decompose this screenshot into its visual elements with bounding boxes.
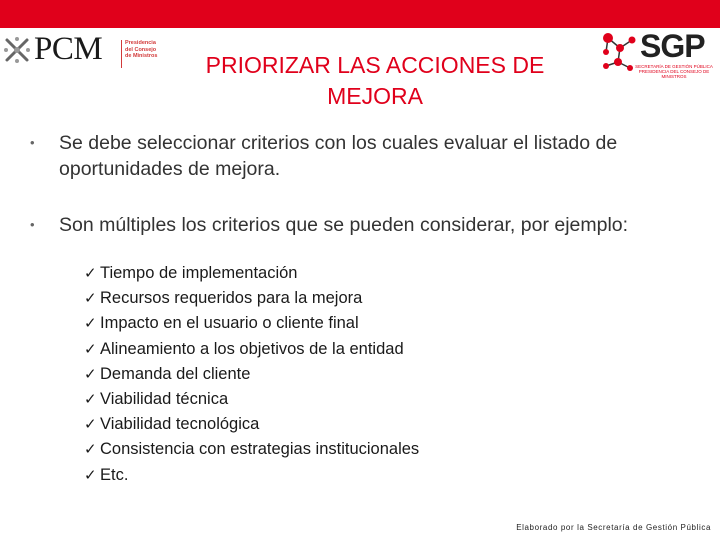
footer-credit: Elaborado por la Secretaría de Gestión Pública bbox=[516, 523, 711, 532]
criteria-item: ✓ Consistencia con estrategias institucionales bbox=[84, 437, 419, 462]
top-accent-bar bbox=[0, 0, 720, 28]
criteria-item: ✓ Etc. bbox=[84, 463, 419, 488]
criteria-item: ✓ Recursos requeridos para la mejora bbox=[84, 286, 419, 311]
bullet-dot-icon: • bbox=[30, 135, 35, 150]
criteria-item: ✓ Impacto en el usuario o cliente final bbox=[84, 311, 419, 336]
criteria-item: ✓ Tiempo de implementación bbox=[84, 261, 419, 286]
check-icon: ✓ bbox=[84, 391, 97, 409]
pcm-logo-subtitle: Presidencia del Consejo de Ministros bbox=[125, 40, 158, 59]
sgp-logo-text: SGP bbox=[640, 28, 705, 64]
criteria-item: ✓ Viabilidad tecnológica bbox=[84, 412, 419, 437]
page-title bbox=[160, 50, 590, 112]
criteria-list bbox=[84, 261, 419, 488]
page-title-line2: MEJORA bbox=[327, 83, 423, 109]
check-icon: ✓ bbox=[84, 416, 97, 434]
pcm-emblem-icon bbox=[2, 34, 32, 66]
bullet-text: Son múltiples los criterios que se pueden considerar, por ejemplo: bbox=[59, 214, 629, 236]
pcm-logo bbox=[2, 31, 162, 70]
criteria-item: ✓ Viabilidad técnica bbox=[84, 387, 419, 412]
pcm-logo-divider bbox=[121, 40, 122, 68]
check-icon: ✓ bbox=[84, 340, 97, 358]
bullet-dot-icon: • bbox=[30, 217, 35, 232]
pcm-logo-text: PCM bbox=[34, 31, 103, 67]
bullet-item bbox=[30, 212, 672, 238]
bullet-item bbox=[30, 130, 672, 182]
sgp-logo bbox=[600, 30, 718, 80]
check-icon: ✓ bbox=[84, 466, 97, 484]
page-title-line1: PRIORIZAR LAS ACCIONES DE bbox=[205, 52, 545, 78]
bullet-text: Se debe seleccionar criterios con los cuales evaluar el listado de oportunidades de mejora. bbox=[59, 132, 618, 180]
check-icon: ✓ bbox=[84, 441, 97, 459]
check-icon: ✓ bbox=[84, 315, 97, 333]
check-icon: ✓ bbox=[84, 365, 97, 383]
criteria-item: ✓ Alineamiento a los objetivos de la entidad bbox=[84, 337, 419, 362]
criteria-item: ✓ Demanda del cliente bbox=[84, 362, 419, 387]
check-icon: ✓ bbox=[84, 290, 97, 308]
check-icon: ✓ bbox=[84, 265, 97, 282]
sgp-logo-subtitle: SECRETARÍA DE GESTIÓN PÚBLICA PRESIDENCIA DEL CONSEJO DE MINISTROS bbox=[635, 64, 713, 79]
